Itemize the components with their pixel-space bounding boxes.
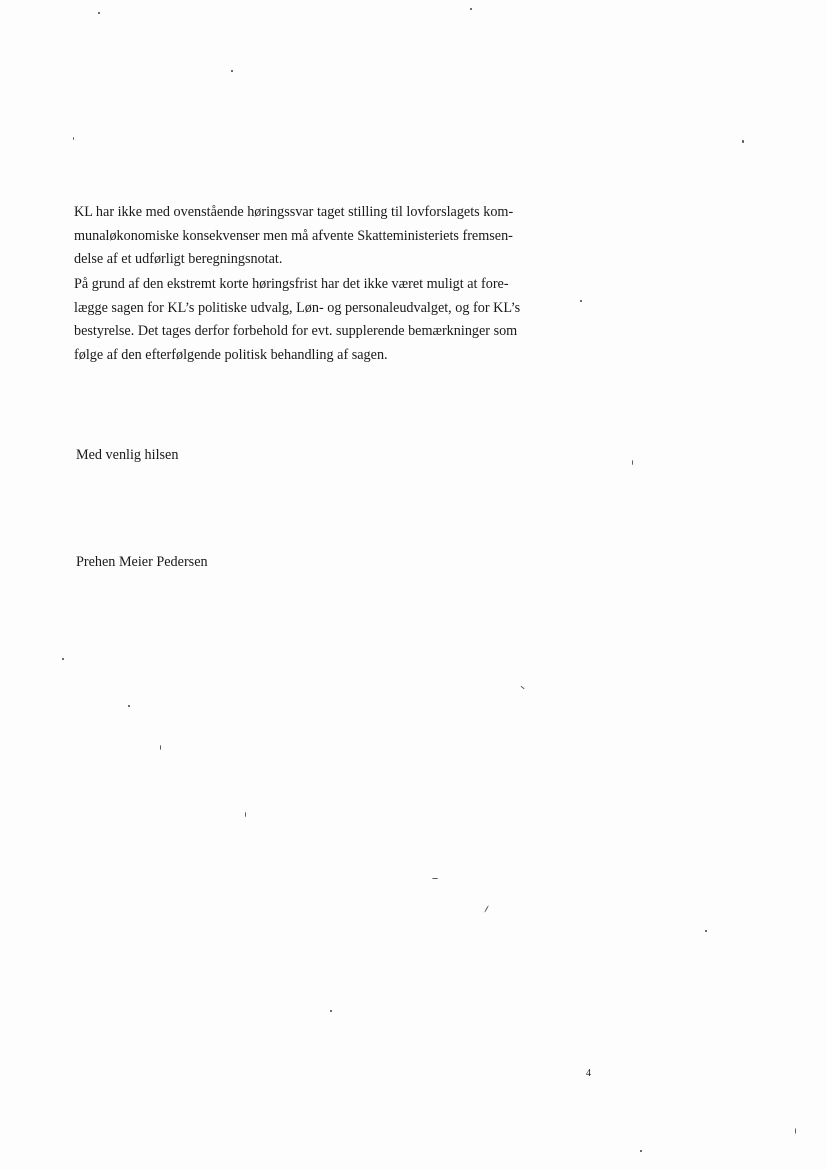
closing-greeting: Med venlig hilsen [76, 447, 179, 463]
scan-speck [705, 930, 707, 932]
scan-speck [231, 70, 233, 72]
scan-speck [742, 140, 744, 143]
page-number: 4 [586, 1068, 591, 1079]
paragraph-line: KL har ikke med ovenstående høringssvar taget stilling til lovforslagets kom- [74, 204, 514, 220]
paragraph-line: bestyrelse. Det tages derfor forbehold for evt. supplerende bemærkninger som [74, 323, 518, 339]
scan-speck [432, 878, 438, 879]
signature-name: Prehen Meier Pedersen [76, 554, 208, 570]
paragraph-line: lægge sagen for KL’s politiske udvalg, Løn- og personaleudvalget, og for KL’s [74, 299, 521, 316]
scan-speck [128, 705, 130, 707]
scan-speck [640, 1150, 642, 1152]
scan-speck [632, 460, 633, 465]
paragraph-line: munaløkonomiske konsekvenser men må afvente Skatteministeriets fremsen- [74, 227, 513, 244]
scan-speck [245, 812, 246, 817]
scan-speck [484, 905, 489, 913]
scan-speck [470, 8, 472, 10]
scan-speck [580, 300, 582, 302]
paragraph-line: På grund af den ekstremt korte høringsfrist har det ikke været muligt at fore- [74, 276, 509, 292]
paragraph-consultation-deadline [74, 273, 554, 367]
scan-speck [160, 745, 161, 750]
paragraph-calculation-note [74, 201, 554, 272]
scan-speck [62, 658, 64, 660]
scan-speck [98, 12, 100, 14]
scan-speck [520, 686, 525, 690]
scan-speck [795, 1128, 796, 1134]
scan-speck [73, 137, 74, 140]
scan-speck [330, 1010, 332, 1012]
paragraph-line: følge af den efterfølgende politisk behandling af sagen. [74, 346, 388, 363]
paragraph-line: delse af et udførligt beregningsnotat. [74, 251, 283, 267]
